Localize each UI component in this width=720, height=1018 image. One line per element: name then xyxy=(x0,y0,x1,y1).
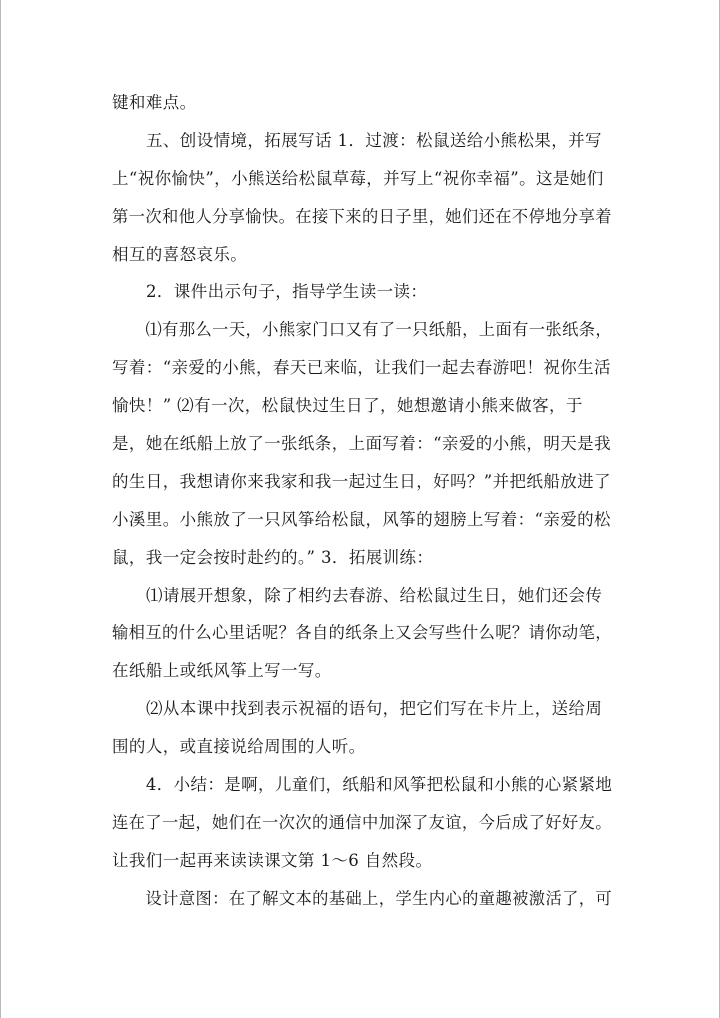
text-line: 相互的喜怒哀乐。 xyxy=(112,244,248,264)
text-line: 在纸船上或纸风筝上写一写。 xyxy=(112,661,332,681)
text-line: ⑵从本课中找到表示祝福的语句，把它们写在卡片上，送给周 xyxy=(146,699,603,719)
text-line: 鼠，我一定会按时赴约的。” 3．拓展训练： xyxy=(112,547,434,567)
text-line: 连在了一起，她们在一次次的通信中加深了友谊，今后成了好好友。 xyxy=(112,812,612,832)
text-line: 键和难点。 xyxy=(112,93,197,112)
text-line: ⑴请展开想象，除了相约去春游、给松鼠过生日，她们还会传 xyxy=(146,585,603,605)
text-line: 让我们一起再来读读课文第 1～6 自然段。 xyxy=(112,850,433,870)
text-line: 围的人，或直接说给周围的人听。 xyxy=(112,737,366,757)
text-line: 是，她在纸船上放了一张纸条，上面写着：“亲爱的小熊，明天是我 xyxy=(112,434,611,454)
text-line: 愉快！” ⑵有一次，松鼠快过生日了，她想邀请小熊来做客，于 xyxy=(112,396,583,416)
text-line: ⑴有那么一天，小熊家门口又有了一只纸船，上面有一张纸条， xyxy=(145,320,613,340)
document-body xyxy=(112,84,612,918)
text-line: 写着：“亲爱的小熊，春天已来临，让我们一起去春游吧！祝你生活 xyxy=(112,358,611,378)
text-line: 的生日，我想请你来我家和我一起过生日，好吗？”并把纸船放进了 xyxy=(112,471,611,491)
text-line: 上“祝你愉快”，小熊送给松鼠草莓，并写上“祝你幸福”。这是她们 xyxy=(112,168,604,188)
text-line: 2．课件出示句子，指导学生读一读： xyxy=(146,282,428,302)
text-line: 输相互的什么心里话呢？各自的纸条上又会写些什么呢？请你动笔， xyxy=(112,623,612,643)
text-line: 第一次和他人分享愉快。在接下来的日子里，她们还在不停地分享着 xyxy=(112,206,612,226)
text-line: 小溪里。小熊放了一只风筝给松鼠，风筝的翅膀上写着：“亲爱的松 xyxy=(112,509,611,529)
text-line: 五、创设情境，拓展写话 1．过渡：松鼠送给小熊松果，并写 xyxy=(146,130,602,150)
text-line: 设计意图：在了解文本的基础上，学生内心的童趣被激活了，可 xyxy=(145,888,613,908)
text-line: 4．小结：是啊，儿童们，纸船和风筝把松鼠和小熊的心紧紧地 xyxy=(145,775,613,795)
